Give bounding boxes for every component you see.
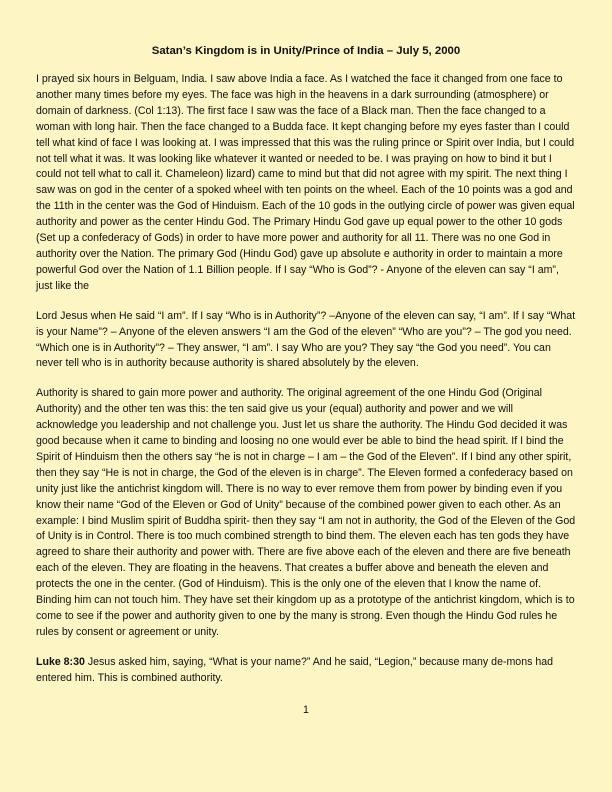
paragraph-vision: I prayed six hours in Belguam, India. I saw above India a face. As I watched the face it changed from one face to another many times before my eyes. The face was high in the heavens in a dark surrounding (atmosphere) or domain of darkness. (Col 1:13). The first face I saw was the face of a Black man. Then the face changed to a woman with long hair. Then the face changed to a Budda face. It kept changing before my eyes faster than I could tell what kind of face I was looking at. I was impressed that this was the ruling prince or Spirit over India, but I could not tell what it was. It was looking like whatever it wanted or needed to be. I was praying on how to bind it but I could not tell what to call it. Chameleon) lizard) came to mind but that did not agree with my spirit. The next thing I saw was on god in the center of a spoked wheel with ten points on the wheel. Each of the 10 points was a god and the 11th in the center was the God of Hinduism. Each of the 10 gods in the outlying circle of power was given equal authority and power as the center Hindu God. The Primary Hindu God gave up equal power to the other 10 gods (Set up a confederacy of Gods) in order to have more power and authority for all 11. There was no one God in authority over the Nation. The primary God (Hindu God) gave up absolute e authority in order to maintain a more powerful God over the Nation of 1.1 Billion people. If I say “Who is God”? - Anyone of the eleven can say “I am”, just like the: [36, 73, 575, 292]
page-title: Satan’s Kingdom is in Unity/Prince of India – July 5, 2000: [151, 45, 461, 57]
verse-reference: Luke 8:30: [36, 655, 85, 668]
paragraph-i-am: Lord Jesus when He said “I am”. If I say “Who is in Authority”? –Anyone of the eleven can say, “I am”. If I say “What is your Name”? – Anyone of the eleven answers “I am the God of the eleven” “Who are you”? – The god you need. “Which one is in Authority”? – They answer, “I am”. I say Who are you? They say “the God you need”. You can never tell who is in authority because authority is shared absolutely by the eleven.: [36, 309, 576, 370]
page-number: 1: [303, 704, 309, 716]
verse-text: Jesus asked him, saying, “What is your name?” And he said, “Legion,” because many de-mons had entered him. This is combined authority.: [36, 655, 554, 684]
paragraph-shared-authority: Authority is shared to gain more power and authority. The original agreement of the one Hindu God (Original Authority) and the other ten was this: the ten said give us your (equal) authority and power and we will acknowledge you leadership and not challenge you. Just let us share the authority. The Hindu God decided it was good because when it came to binding and loosing no one would ever be able to bind the head spirit. If I bind the Spirit of Hinduism then the others say “he is not in charge – I am – the God of the Eleven”. If I bind any other spirit, then they say “He is not in charge, the God of the eleven is in charge”. The Eleven formed a confederacy based on unity just like the antichrist kingdom will. There is no way to ever remove them from power by binding even if you know their name “God of the Eleven or God of Unity” because of the combined power given to each other. As an example: I bind Muslim spirit of Buddha spirit- then they say “I am not in authority, the God of the Eleven of the God of Unity is in Control. There is too much combined strength to bind them. The eleven each has ten gods they have agreed to share their authority and power with. There are five above each of the eleven and there are five beneath each of the eleven. They are floating in the heavens. That creates a buffer above and beneath the eleven and protects the one in the center. (God of Hinduism). This is the only one of the eleven that I know the name of. Binding him can not touch him. They have set their kingdom up as a prototype of the antichrist kingdom, which is to come to see if the power and authority given to one by the many is strong. Even though the Hindu God rules he rules by consent or agreement or unity.: [36, 387, 576, 638]
verse-paragraph: [36, 655, 576, 687]
